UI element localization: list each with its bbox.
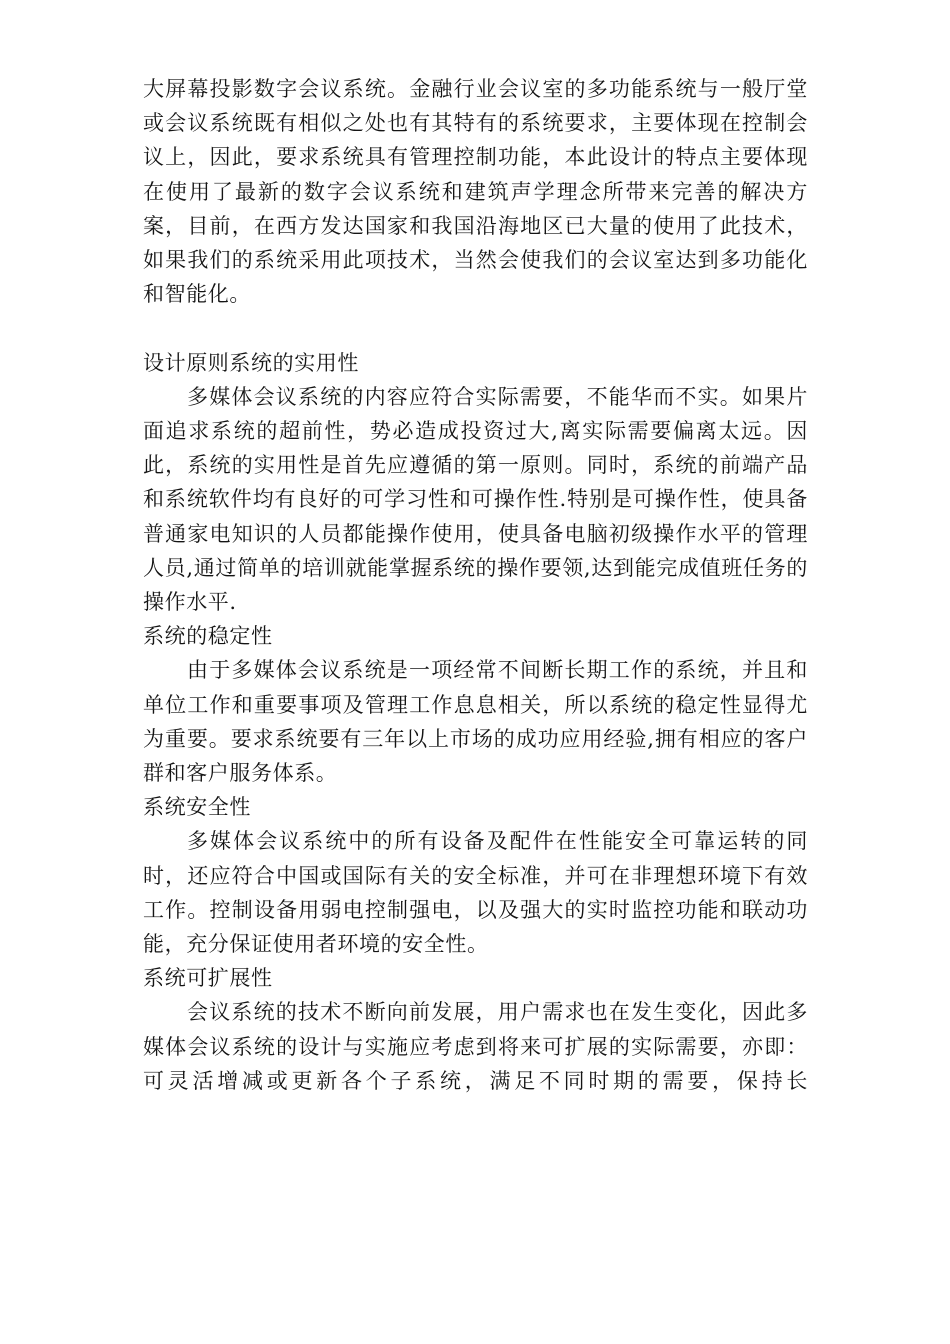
section-heading-stability: 系统的稳定性 (143, 624, 273, 649)
section-body-practicality-block (143, 380, 808, 619)
section-body-stability: 由于多媒体会议系统是一项经常不间断长期工作的系统，并且和单位工作和重要事项及管理工作息息相关，所以系统的稳定性显得尤为重要。要求系统要有三年以上市场的成功应用经验,拥有相应的客户群和客户服务体系。 (143, 658, 808, 785)
section-body-security: 多媒体会议系统中的所有设备及配件在性能安全可靠运转的同时，还应符合中国或国际有关的安全标准，并可在非理想环境下有效工作。控制设备用弱电控制强电，以及强大的实时监控功能和联动功能，充分保证使用者环境的安全性。 (143, 829, 808, 956)
section-heading-extensibility: 系统可扩展性 (143, 966, 273, 991)
section-heading-practicality: 设计原则系统的实用性 (143, 350, 359, 375)
section-body-security-block (143, 824, 808, 961)
section-body-stability-block (143, 653, 808, 790)
section-body-practicality: 多媒体会议系统的内容应符合实际需要，不能华而不实。如果片面追求系统的超前性，势必造成投资过大,离实际需要偏离太远。因此，系统的实用性是首先应遵循的第一原则。同时，系统的前端产品和系统软件均有良好的可学习性和可操作性.特别是可操作性，使具备普通家电知识的人员都能操作使用，使具备电脑初级操作水平的管理人员,通过简单的培训就能掌握系统的操作要领,达到能完成值班任务的操作水平. (143, 384, 808, 614)
document-page (143, 72, 808, 1098)
section-body-extensibility: 会议系统的技术不断向前发展，用户需求也在发生变化，因此多媒体会议系统的设计与实施应考虑到将来可扩展的实际需要，亦即：可灵活增减或更新各个子系统，满足不同时期的需要，保持长 (143, 1000, 808, 1093)
intro-block (143, 72, 808, 346)
section-body-extensibility-block (143, 995, 808, 1098)
section-heading-security: 系统安全性 (143, 795, 251, 820)
intro-paragraph: 大屏幕投影数字会议系统。金融行业会议室的多功能系统与一般厅堂或会议系统既有相似之处也有其特有的系统要求，主要体现在控制会议上，因此，要求系统具有管理控制功能，本此设计的特点主要体现在使用了最新的数字会议系统和建筑声学理念所带来完善的解决方案，目前，在西方发达国家和我国沿海地区已大量的使用了此技术，如果我们的系统采用此项技术，当然会使我们的会议室达到多功能化和智能化。 (143, 77, 808, 307)
